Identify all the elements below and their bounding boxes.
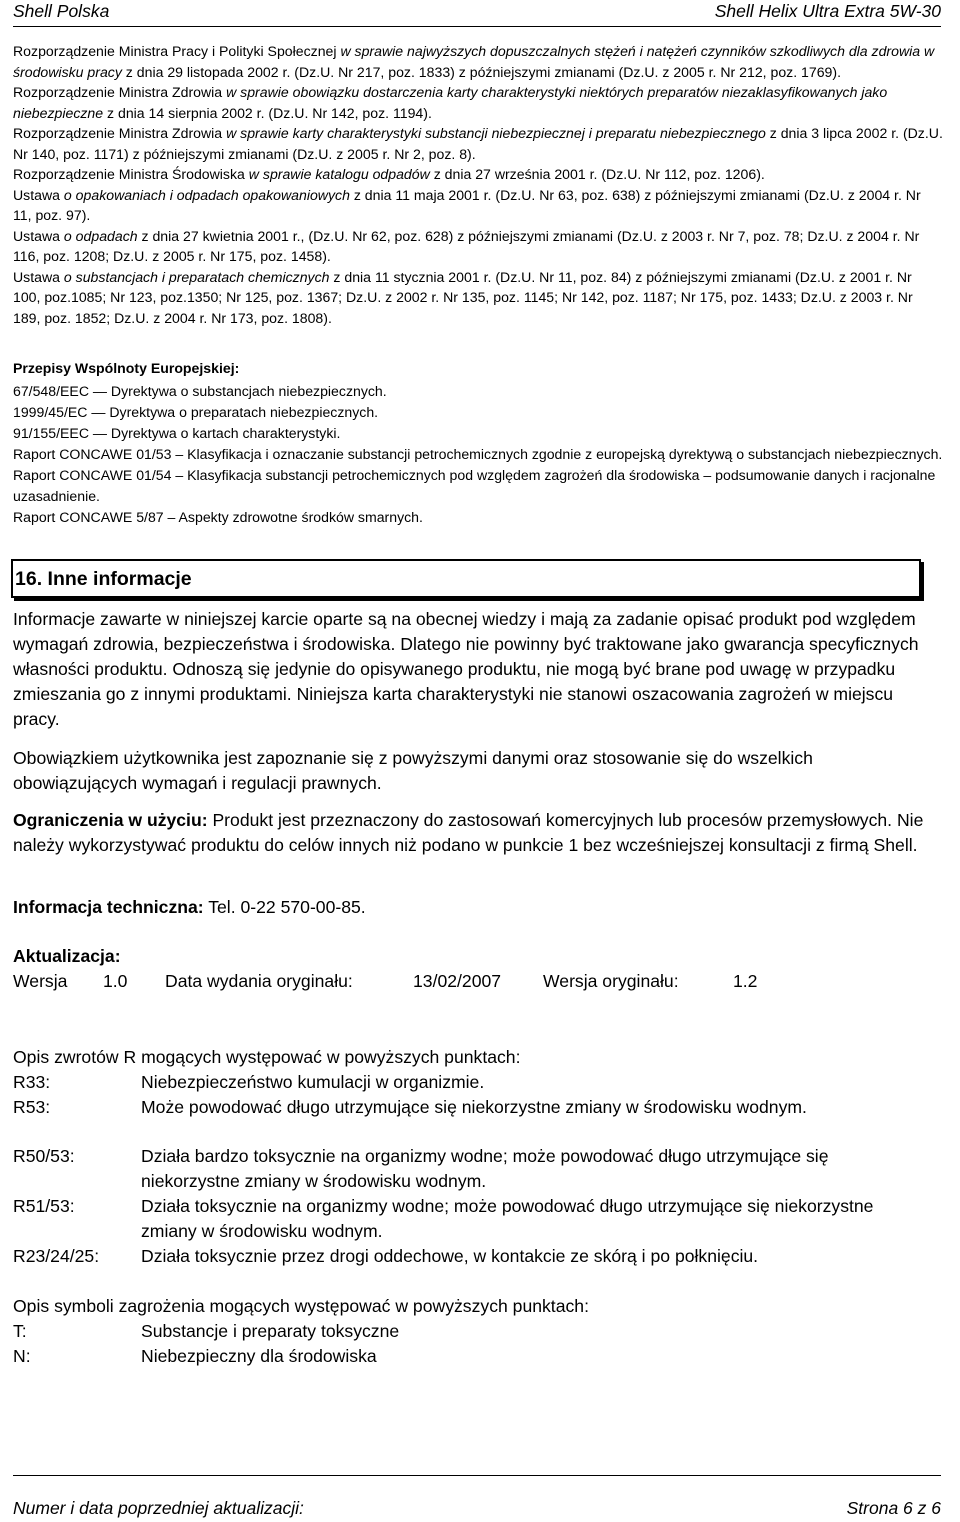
reference-item: Rozporządzenie Ministra Pracy i Polityki Społecznej w sprawie najwyższych dopuszczalnych stężeń i natężeń czynników szkodliwych dla zdrowia w środowisku pracy z dnia 29 listopada 2002 r. (Dz.U. Nr 217, poz. 1833) z późniejszymi zmianami (Dz.U. z 2005 r. Nr 212, poz. 1769). <box>13 43 935 80</box>
obligation-text: Obowiązkiem użytkownika jest zapoznanie się z powyższymi danymi oraz stosowanie się do wszelkich obowiązujących wymagań i regulacji prawnych. <box>13 748 813 793</box>
list-item: Raport CONCAWE 01/54 – Klasyfikacja substancji petrochemicznych pod względem zagrożeń dla środowiska – podsumowanie danych i racjonalne uzasadnienie. <box>13 467 936 504</box>
r-phrase-text: Może powodować długo utrzymujące się niekorzystne zmiany w środowisku wodnym. <box>141 1097 807 1117</box>
hazard-symbol-code: T: <box>13 1321 27 1341</box>
section-heading-box <box>11 559 921 598</box>
page-header <box>13 0 941 22</box>
reference-item: Rozporządzenie Ministra Zdrowia w sprawie obowiązku dostarczenia karty charakterystyki niektórych preparatów niezaklasyfikowanych jako niebezpieczne z dnia 14 sierpnia 2002 r. (Dz.U. Nr 142, poz. 1194). <box>13 84 888 121</box>
original-version-value: 1.2 <box>733 971 758 991</box>
issue-date-value: 13/02/2007 <box>413 971 502 991</box>
r-phrase-text: Działa toksycznie przez drogi oddechowe, w kontakcie ze skórą i po połknięciu. <box>141 1246 759 1266</box>
r-phrase-code: R33: <box>13 1072 51 1092</box>
hazard-symbol-text: Substancje i preparaty toksyczne <box>141 1321 400 1341</box>
r-phrases-title: Opis zwrotów R mogących występować w powyższych punktach: <box>13 1047 521 1067</box>
issue-date-label: Data wydania oryginału: <box>165 971 353 991</box>
reference-item: Ustawa o opakowaniach i odpadach opakowaniowych z dnia 11 maja 2001 r. (Dz.U. Nr 63, poz. 638) z późniejszymi zmianami (Dz.U. z 2004 r. Nr 11, poz. 97). <box>13 186 921 223</box>
restrictions-paragraph <box>13 808 938 858</box>
technical-info-label: Informacja techniczna: <box>13 897 204 917</box>
r-phrase-code: R50/53: <box>13 1146 75 1166</box>
r-phrase-text: Działa toksycznie na organizmy wodne; może powodować długo utrzymujące się niekorzystne zmiany w środowisku wodnym. <box>141 1196 874 1241</box>
technical-info-paragraph <box>13 895 938 920</box>
version-value: 1.0 <box>103 971 128 991</box>
r-phrase-text: Działa bardzo toksycznie na organizmy wodne; może powodować długo utrzymujące się niekorzystne zmiany w środowisku wodnym. <box>141 1146 829 1191</box>
header-product: Shell Helix Ultra Extra 5W-30 <box>714 1 941 21</box>
legal-references <box>13 41 943 328</box>
info-text: Informacje zawarte w niniejszej karcie oparte są na obecnej wiedzy i mają za zadanie opisać produkt pod względem wymagań zdrowia, bezpieczeństwa i środowiska. Dlatego nie powinny być traktowane jako gwarancja specyficznych własności produktu. Odnoszą się jedynie do opisywanego produktu, nie mogą być brane pod uwagę w przypadku zmieszania go z innymi produktami. Niniejsza karta charakterystyki nie stanowi oszacowania zagrożeń w miejscu pracy. <box>13 609 919 729</box>
page-footer <box>13 1497 941 1519</box>
list-item: 91/155/EEC — Dyrektywa o kartach charakterystyki. <box>13 425 341 441</box>
hazard-symbols-title: Opis symboli zagrożenia mogących występować w powyższych punktach: <box>13 1296 589 1316</box>
list-item: 1999/45/EC — Dyrektywa o preparatach niebezpiecznych. <box>13 404 379 420</box>
list-item: Raport CONCAWE 01/53 – Klasyfikacja i oznaczanie substancji petrochemicznych zgodnie z europejską dyrektywą o substancjach niebezpiecznych. <box>13 446 943 462</box>
technical-info-phone: Tel. 0-22 570-00-85. <box>203 897 366 917</box>
footer-rule <box>13 1475 941 1476</box>
eu-regulations-list <box>13 381 943 528</box>
header-rule <box>13 26 941 27</box>
version-label: Wersja <box>13 971 68 991</box>
reference-item: Rozporządzenie Ministra Zdrowia w sprawie karty charakterystyki substancji niebezpiecznej i preparatu niebezpiecznego z dnia 3 lipca 2002 r. (Dz.U. Nr 140, poz. 1171) z późniejszymi zmianami (Dz.U. z 2005 r. Nr 2, poz. 8). <box>13 125 943 162</box>
reference-item: Ustawa o odpadach z dnia 27 kwietnia 2001 r., (Dz.U. Nr 62, poz. 628) z późniejszymi zmianami (Dz.U. z 2003 r. Nr 7, poz. 78; Dz.U. z 2004 r. Nr 116, poz. 1208; Dz.U. z 2005 r. Nr 175, poz. 1458). <box>13 227 920 264</box>
restrictions-text: Produkt jest przeznaczony do zastosowań komercyjnych lub procesów przemysłowych. Nie należy wykorzystywać produktu do celów innych niż podano w punkcie 1 bez wcześniejszej konsultacji z firmą Shell. <box>13 810 924 855</box>
restrictions-label: Ograniczenia w użyciu: <box>13 810 208 830</box>
reference-item: Ustawa o substancjach i preparatach chemicznych z dnia 11 stycznia 2001 r. (Dz.U. Nr 11, poz. 84) z późniejszymi zmianami (Dz.U. z 2001 r. Nr 100, poz.1085; Nr 123, poz.1350; Nr 125, poz. 1367; Dz.U. z 2002 r. Nr 135, poz. 1145; Nr 142, poz. 1187; Nr 175, poz. 1433; Dz.U. z 2003 r. Nr 189, poz. 1852; Dz.U. z 2004 r. Nr 173, poz. 1808). <box>13 268 913 326</box>
user-obligation-paragraph <box>13 746 938 796</box>
section-title: 16. Inne informacje <box>15 568 192 590</box>
hazard-symbol-text: Niebezpieczny dla środowiska <box>141 1346 377 1366</box>
update-title: Aktualizacja: <box>13 946 121 966</box>
r-phrase-code: R53: <box>13 1097 51 1117</box>
info-paragraph <box>13 607 938 732</box>
previous-update-label: Numer i data poprzedniej aktualizacji: <box>13 1498 304 1518</box>
r-phrase-code: R51/53: <box>13 1196 75 1216</box>
r-phrase-text: Niebezpieczeństwo kumulacji w organizmie. <box>141 1072 485 1092</box>
reference-item: Rozporządzenie Ministra Środowiska w sprawie katalogu odpadów z dnia 27 września 2001 r. (Dz.U. Nr 112, poz. 1206). <box>13 166 765 182</box>
hazard-symbol-code: N: <box>13 1346 31 1366</box>
list-item: 67/548/EEC — Dyrektywa o substancjach niebezpiecznych. <box>13 383 387 399</box>
eu-regulations-title: Przepisy Wspólnoty Europejskiej: <box>13 360 240 376</box>
header-company: Shell Polska <box>13 1 110 21</box>
list-item: Raport CONCAWE 5/87 – Aspekty zdrowotne środków smarnych. <box>13 509 423 525</box>
page-number: Strona 6 z 6 <box>846 1498 941 1518</box>
original-version-label: Wersja oryginału: <box>543 971 679 991</box>
r-phrase-code: R23/24/25: <box>13 1246 100 1266</box>
